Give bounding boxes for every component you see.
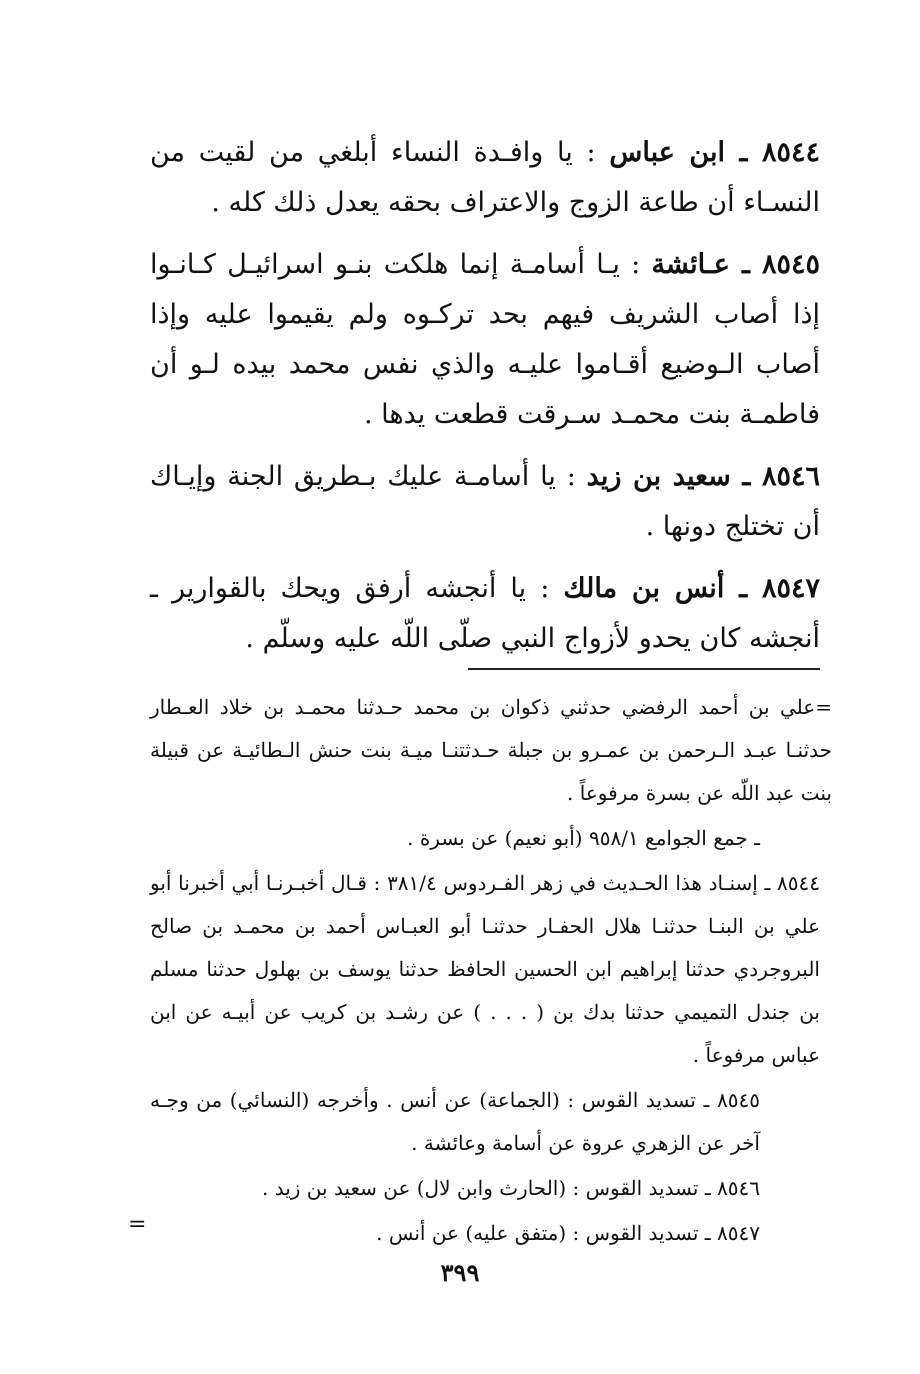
entry-text: : يـا أسامـة إنما هلكت بنـو اسرائيـل كـانـوا إذا أصاب الشريف فيهم بحد تركـوه ولم يقيموا عليه وإذا أصاب الـوضيع أقـاموا عليـه والذي نفس محمد بيده لـو أن فاطمـة بنت محمـد سـرقت قطعت يدها .	[150, 249, 820, 430]
footnote-jam-al-jawami: ـ جمع الجوامع ٩٥٨/١ (أبو نعيم) عن بسرة .	[407, 826, 760, 850]
footnote-continued: =علي بن أحمد الرفضي حدثني ذكوان بن محمد حـدثنا محمـد بن خلاد العـطار حدثنـا عبـد الـرحمن بن عمـرو بن جبلة حـدثتنـا ميـة بنت حنش الـطائيـة عن قبيلة بنت عبد اللّه عن بسرة مرفوعاً .	[150, 695, 832, 805]
hadith-entry-8544	[150, 128, 820, 228]
footnote-8546: ٨٥٤٦ ـ تسديد القوس : (الحارث وابن لال) عن سعيد بن زيد .	[262, 1176, 760, 1200]
hadith-entry-8546	[150, 452, 820, 552]
page-number: ٣٩٩	[440, 1258, 480, 1287]
footnote-8547: ٨٥٤٧ ـ تسديد القوس : (متفق عليه) عن أنس .	[376, 1221, 760, 1245]
entry-text: : يا أسامـة عليك بـطريق الجنة وإيـاك أن تختلج دونها .	[150, 461, 820, 542]
footnote-8545: ٨٥٤٥ ـ تسديد القوس : (الجماعة) عن أنس . وأخرجه (النسائي) من وجـه آخر عن الزهري عروة عن أسامة وعائشة .	[150, 1088, 760, 1155]
footnote-separator	[468, 668, 820, 670]
footnotes-block	[150, 686, 832, 1257]
footnote-8544: ٨٥٤٤ ـ إسنـاد هذا الحـديث في زهر الفـردوس ٣٨١/٤ : قـال أخبـرنـا أبي أخبرنا أبو علي بن البنـا حدثنـا هلال الحفـار حدثنـا أبو العبـاس أحمد بن محمـد بن صالح البروجردي حدثنا إبراهيم ابن الحسين الحافظ حدثنا يوسف بن بهلول حدثنا مسلم بن جندل التميمي حدثنا بدك بن ( . . . ) عن رشـد بن كريب عن أبيـه عن ابن عباس مرفوعاً .	[150, 871, 820, 1067]
entry-heading: ٨٥٤٦ ـ سعيد بن زيد	[586, 461, 820, 492]
entry-heading: ٨٥٤٥ ـ عـائشة	[651, 249, 820, 280]
hadith-text-block	[150, 128, 820, 676]
hadith-entry-8545	[150, 240, 820, 440]
hadith-entry-8547	[150, 564, 820, 664]
entry-text: : يا وافـدة النساء أبلغي من لقيت من النسـاء أن طاعة الزوج والاعتراف بحقه يعدل ذلك كله .	[150, 137, 820, 218]
entry-heading: ٨٥٤٧ ـ أنس بن مالك	[563, 573, 820, 604]
continuation-mark: =	[128, 1212, 147, 1237]
entry-text: : يا أنجشه أرفق ويحك بالقوارير ـ أنجشه كان يحدو لأزواج النبي صلّى اللّه عليه وسلّم .	[150, 573, 820, 654]
entry-heading: ٨٥٤٤ ـ ابن عباس	[609, 137, 820, 168]
